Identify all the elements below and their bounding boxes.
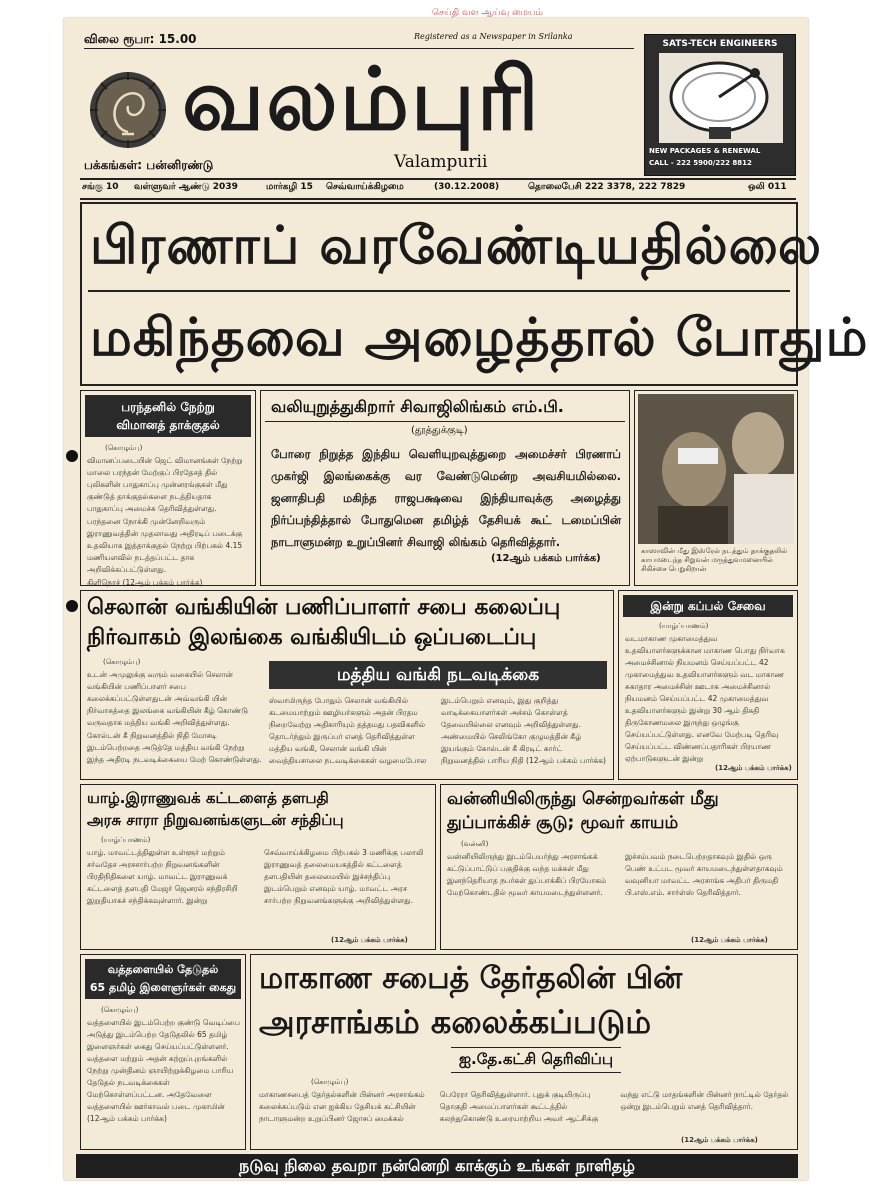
ship-service-headline: இன்று கப்பல் சேவை [623, 595, 793, 617]
calendar-year: வள்ளுவர் ஆண்டு 2039 [134, 182, 238, 192]
unp-subheadline: ஐ.தே.கட்சி தெரிவிப்பு [451, 1047, 621, 1073]
vanni-shooting-story [440, 784, 798, 950]
dateline: (தூத்துக்குடி) [411, 425, 468, 436]
dateline: (கொழும்பு) [105, 444, 143, 452]
dateline: (கொழும்பு) [101, 1006, 139, 1014]
issue-info-bar [82, 182, 796, 196]
bank-body-right: இடம்பெறும் எனவும், இது குறித்து வாடிக்கையாளர்கள் அச்சம் கொள்ளத் தேவையில்லை எனவும் அறிவித்துள்ளது. அண்மையில் செலிங்கோ குழுமத்தின் கீழ் இயங்கும் கோல்டன் கீ கிரடிட் கார்ட் நிறுவனத்தில் பாரிய நிதி (12ஆம் பக்கம் பார்க்க) [441, 696, 606, 765]
sivajilingam-story [260, 390, 630, 586]
jaffna-commander-story [80, 784, 436, 950]
page-count: பக்கங்கள்: பன்னிரண்டு [84, 158, 214, 172]
newspaper-title: வலம்புரி [182, 50, 541, 150]
paragraph: பரந்தனை நோக்கி முன்னேறிவரும் இராணுவத்தின் முதலாவது அதிரடிப் படைக்கு உதவியாக இத்தாக்குதல் நேற்று பிற்பகல் 4.15 மணியளவில் நடத்தப்பட்ட தாக அறிவிக்கப்பட்டுள்ளது. [87, 517, 243, 574]
photo-caption: காஸாவின் மீது இஸ்ரேல் நடத்தும் தாக்குதலில் காயமடைந்த சிறுவன் மருத்துவமனையில் சிகிச்சை பெறுகிறான் [641, 547, 788, 573]
news-photo [634, 390, 798, 586]
election-body: மாகாணசபைத் தேர்தல்களின் பின்னர் அரசாங்கம் கலைக்கப்படும் என ஐக்கிய தேசியக் கட்சியின் நாடாளுமன்ற உறுப்பினர் ஜோசப் மைக்கல் பெரேரா தெரிவித்துள்ளார். புதுக் குடியிருப்பு தொகுதி அமைப்பாளர்கள் கூட்டத்தில் கலந்துகொண்டு உரையாற்றிய அவர் ஆட்சிக்கு வந்து எட்டு மாதங்களின் பின்னர் நாட்டில் தேர்தல் ஒன்று இடம்பெறும் எனத் தெரிவித்தார். [259, 1090, 789, 1123]
central-bank-subheadline: மத்திய வங்கி நடவடிக்கை [269, 661, 607, 689]
headline-line-1: பிரணாப் வரவேண்டியதில்லை [90, 216, 823, 276]
jump-reference: (12ஆம் பக்கம் பார்க்க) [331, 936, 408, 944]
phone-number: தொலைபேசி 222 3378, 222 7829 [528, 182, 686, 192]
arrest-headline [85, 959, 241, 999]
paragraph: கோல்டன் கீ நிறுவனத்தில் நிதி மோசடி இடம்பெற்றதை அடுத்தே மத்திய வங்கி நேற்று இந்த அதிரடி நடவடிக்கையை மேற் கொண்டுள்ளது. [87, 731, 262, 764]
dateline: (யாழ்ப்பாணம்) [101, 836, 151, 844]
headline-line-2: மகிந்தவை அழைத்தால் போதும் [90, 308, 869, 368]
footer-slogan: நடுவு நிலை தவறா நன்னெறி காக்கும் உங்கள் நாளிதழ் [76, 1154, 798, 1178]
jaffna-headline-2: அரசு சாரா நிறுவனங்களுடன் சந்திப்பு [87, 811, 344, 829]
punch-hole [66, 450, 78, 462]
photo-image [638, 394, 794, 544]
ship-service-story [618, 590, 798, 780]
bank-headline-1: செலான் வங்கியின் பணிப்பாளர் சபை கலைப்பு [87, 595, 561, 620]
divider [80, 198, 796, 200]
jump-reference: கிளிநொச் (12ஆம் பக்கம் பார்க்க) [87, 578, 203, 587]
air-strike-headline [85, 395, 251, 437]
ship-service-body: வடமாகாண முகாமைத்துவ உதவியாளர்களுக்கான மாகாண பொது நிர்வாக அமைச்சினால் நியமனம் செய்யப்பட்ட 42 முகாமைத்துவ உதவியாளர்களும் வட மாகாண சுகாதார அமைச்சின் ஊடாக அமைச்சினால் நியமனம் செய்யப்பட்ட 42 முகாமைத்துவ உதவியாளர்களும் இன்று 30 ஆம் திகதி திருகோணமலை இருந்து ஒழுங்கு செய்யப்பட்டுள்ளது. எனவே மேற்படி தெரிவு செய்யப்பட்ட விண்ணப்பதாரிகள் பிரயாண ஏற்பாடுகளுடன் இன்று [625, 634, 785, 763]
divider [88, 290, 790, 292]
volume: சங்கு 10 [82, 182, 119, 192]
ad-line-2: CALL - 222 5900/222 8812 [649, 159, 752, 167]
divider [80, 178, 796, 180]
english-title: Valampurii [394, 152, 488, 172]
dateline: (கொழும்பு) [311, 1078, 349, 1086]
sivajilingam-headline: வலியுறுத்துகிறார் சிவாஜிலிங்கம் எம்.பி. [271, 397, 564, 416]
archive-stamp: செய்தி வள ஆய்வு மையம் [432, 8, 543, 18]
punch-hole [66, 600, 78, 612]
dateline: (கொழும்பு) [103, 658, 141, 666]
dateline: (யாழ்ப்பாணம்) [659, 622, 709, 630]
election-headline-2: அரசாங்கம் கலைக்கப்படும் [259, 1003, 652, 1041]
arrest-body: வத்தளையில் இடம்பெற்ற குண்டு வெடிப்பை அடுத்து இடம்பெற்ற தேடுதலில் 65 தமிழ் இளைஞர்கள் கைது செய்யப்பட்டுள்ளனர். வத்தளை மற்றும் அதன் சுற்றுப்புறங்களில் நேற்று முன்தினம் ஞாயிற்றுக்கிழமை பாரிய தேடுதல் நடவடிக்கைகள் மேற்கொள்ளப்பட்டன. அதேவேளை வத்தளையில் ஊர்காவல் படை முகாமின் (12ஆம் பக்கம் பார்க்க) [87, 1018, 240, 1123]
price-label: விலை ரூபா: 15.00 [84, 32, 197, 46]
jaffna-headline-1: யாழ்.இராணுவக் கட்டளைத் தளபதி [87, 789, 329, 807]
arrest-title-2: 65 தமிழ் இளைஞர்கள் கைது [89, 981, 237, 994]
vanni-body: வன்னியிலிருந்து இடம்பெயர்ந்து அரசாங்கக் கட்டுப்பாட்டுப் பகுதிக்கு வந்த மக்கள் மீது இனந்தெரியாத நபர்கள் துப்பாக்கிப் பிரயோகம் மேற்கொண்டதில் மூவர் காயமடைந்துள்ளனர். இச்சம்பவம் நடைபெற்றதாகவும் இதில் ஒரு பெண் உட்பட மூவர் காயமடைந்துள்ளதாகவும் வவுனியா மாவட்ட அரசாங்க அதிபர் திருமதி பி.எஸ்.எம். சார்ள்ஸ் தெரிவித்தார். [447, 852, 783, 897]
sats-tech-advertisement [644, 34, 796, 176]
air-strike-body [87, 455, 249, 587]
paragraph: உடன் அமுலுக்கு வரும் வகையில் செலான் வங்கியின் பணிப்பாளர் சபை கலைக்கப்பட்டுள்ளதுடன் அவ்வங்கி யின் நிர்வாகத்தை இலங்கை வங்கியின் கீழ் கொண்டு வருவதாக மத்திய வங்கி அறிவித்துள்ளது. [87, 670, 248, 727]
air-strike-title-2: விமானத் தாக்குதல் [116, 418, 220, 432]
election-headline-1: மாகாண சபைத் தேர்தலின் பின் [259, 961, 683, 996]
bank-body-left [87, 669, 263, 775]
jump-reference: (12ஆம் பக்கம் பார்க்க) [691, 936, 768, 944]
air-strike-title-1: பரந்தனில் நேற்று [121, 400, 215, 414]
jump-reference: (12ஆம் பக்கம் பார்க்க) [491, 553, 601, 564]
wattala-arrest-story [80, 954, 246, 1150]
registration-note: Registered as a Newspaper in Srilanka [414, 32, 573, 41]
vanni-headline-1: வன்னியிலிருந்து சென்றவர்கள் மீது [447, 789, 719, 809]
air-strike-story [80, 390, 256, 586]
divider [265, 421, 625, 422]
conch-logo [88, 70, 168, 150]
paragraph: விமானப்படையின் ஜெட் விமானங்கள் நேற்று மாலை பரந்தன் மேற்குப் பிரதேசத் தில் புலிகளின் பாதுகாப்பு முன்னரங்குகள் மீது குண்டுத் தாக்குதல்களை நடத்தியதாக பாதுகாப்பு அமைச்சு தெரிவித்துள்ளது. [87, 456, 243, 513]
tamil-month: மார்கழி 15 [266, 182, 313, 192]
main-headline-box [80, 202, 869, 386]
ad-line-1: NEW PACKAGES & RENEWAL [649, 147, 761, 155]
satellite-dish-icon [659, 53, 783, 143]
issue-number: ஒலி 011 [748, 182, 787, 192]
sivajilingam-body: போரை நிறுத்த இந்திய வெளியுறவுத்துறை அமைச்சர் பிரணாப் முகர்ஜி இலங்கைக்கு வர வேண்டுமென்ற அவசியமில்லை. ஜனாதிபதி மகிந்த ராஜபக்ஷவை இந்தியாவுக்கு அழைத்து நிர்ப்பந்தித்தால் போதுமென தமிழ்த் தேசியக் கூட் டமைப்பின் நாடாளுமன்ற உறுப்பினர் சிவாஜி லிங்கம் தெரிவித்தார். [271, 447, 621, 549]
jump-reference: (12ஆம் பக்கம் பார்க்க) [715, 764, 792, 772]
election-story [250, 954, 798, 1150]
newspaper-page [64, 8, 869, 1180]
vanni-headline-2: துப்பாக்கிச் சூடு; மூவர் காயம் [447, 813, 679, 833]
dateline: (வன்னி) [461, 840, 489, 848]
bank-headline-2: நிர்வாகம் இலங்கை வங்கியிடம் ஒப்படைப்பு [87, 625, 537, 650]
bank-body-middle: ஸ்வாமிருந்த போதும் செலான் வங்கியில் கடமையாற்றும் ஊழியர்களும் அதன் பிரதம நிறைவேற்று அதிகாரியும் தத்தமது பதவிகளில் தொடர்ந்தும் இருப்பர் எனத் தெரிவித்துள்ள மத்திய வங்கி, செலான் வங்கி யின் வைத்தியசாலை நடவடிக்கைகள் வழமைபோல [269, 696, 427, 765]
date: (30.12.2008) [434, 182, 500, 192]
weekday: செவ்வாய்க்கிழமை [326, 182, 404, 192]
arrest-title-1: வத்தளையில் தேடுதல் [107, 963, 219, 976]
seylan-bank-story [80, 590, 614, 780]
ad-title: SATS-TECH ENGINEERS [662, 39, 778, 49]
jump-reference: (12ஆம் பக்கம் பார்க்க) [681, 1136, 758, 1144]
jaffna-body: யாழ். மாவட்டத்திலுள்ள உள்ளூர் மற்றும் சர்வதேச அரசசார்பற்ற நிறுவனங்களின் பிரதிநிதிகளை யாழ். மாவட்ட இராணுவக் கட்டளைத் தளபதி மேஜர் ஜெனரல் சந்திரசிறி இறுதியாகச் சந்திக்கவுள்ளார். இன்று செவ்வாய்க்கிழமை பிற்பகல் 3 மணிக்கு பலாலி இராணுவத் தலைமையகத்தில் கட்டளைத் தளபதியின் தலைமையில் இச்சந்திப்பு இடம்பெறும் எனவும் யாழ். மாவட்ட அரச சார்பற்ற நிறுவனங்களுக்கு அறிவித்துள்ளது. [87, 848, 424, 905]
